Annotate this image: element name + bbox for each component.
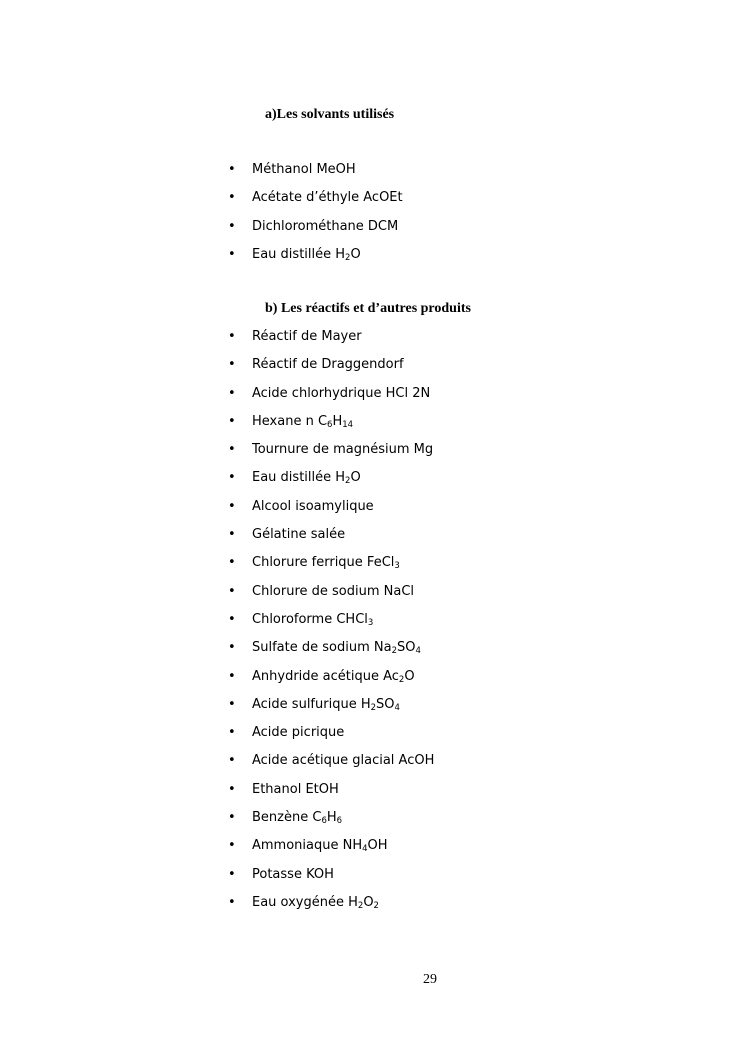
bullet-icon: • [228,640,236,656]
text-run: Acide sulfurique H [252,696,371,712]
text-run: OH [367,838,388,854]
text-run: O [404,668,415,684]
list-item-text [252,385,430,403]
subscript: 2 [345,252,351,263]
bullet-icon: • [228,810,236,826]
list-item-text [252,668,415,686]
bullet-icon: • [228,413,236,429]
bullet-icon: • [228,357,236,373]
bullet-icon: • [228,668,236,684]
subscript: 2 [357,900,364,911]
text-run: Chlorure ferrique FeCl [252,555,395,571]
bullet-icon: • [228,555,236,571]
subscript: 4 [362,844,368,855]
text-run: Dichlorométhane DCM [252,218,399,234]
text-run: Sulfate de sodium Na [252,640,392,656]
list-item-text [252,246,361,264]
bullet-icon: • [228,894,236,910]
list-item-text [252,809,342,827]
text-run: Hexane n C [252,413,328,429]
text-run: O [350,470,361,486]
list-item-text [252,498,374,516]
bullet-icon: • [228,442,236,458]
list-item-text [252,356,404,374]
subscript: 2 [345,476,351,487]
list-item-text [252,866,334,884]
text-run: Chlorure de sodium NaCl [252,583,415,599]
text-run: SO [376,696,395,712]
text-run: Tournure de magnésium Mg [252,442,434,458]
text-run: Gélatine salée [252,527,346,543]
subscript: 6 [321,816,327,827]
bullet-icon: • [228,190,236,206]
list-item-text [252,441,433,459]
subscript: 4 [394,702,400,713]
section-a-title: a)Les solvants utilisés [265,107,395,122]
subscript: 14 [342,419,354,430]
list-item-text [252,611,373,629]
list-item-text [252,161,356,179]
bullet-icon: • [228,246,236,262]
subscript: 3 [367,617,374,628]
bullet-icon: • [228,527,236,543]
text-run: Alcool isoamylique [252,498,374,514]
text-run: O [363,894,374,910]
bullet-icon: • [228,838,236,854]
text-run: Potasse KOH [252,866,334,882]
bullet-icon: • [228,866,236,882]
text-run: Ammoniaque NH [252,838,363,854]
text-run: Eau oxygénée H [252,894,358,910]
text-run: Réactif de Draggendorf [252,357,404,373]
text-run: Eau distillée H [252,246,346,262]
list-item-text [252,413,353,431]
section-b-title: b) Les réactifs et d’autres produits [265,301,471,316]
text-run: H [332,413,343,429]
text-run: Eau distillée H [252,470,346,486]
list-item-text [252,837,388,855]
subscript: 6 [336,816,343,827]
list-item-text [252,752,434,770]
bullet-icon: • [228,583,236,599]
bullet-icon: • [228,753,236,769]
list-item-text [252,583,414,601]
subscript: 2 [370,702,377,713]
bullet-icon: • [228,470,236,486]
list-item-text [252,189,403,207]
bullet-icon: • [228,162,236,177]
subscript: 3 [394,561,400,572]
text-run: Acide acétique glacial AcOH [252,753,435,769]
text-run: Benzène C [252,810,322,826]
bullet-icon: • [228,498,236,514]
bullet-icon: • [228,696,236,712]
subscript: 6 [327,419,333,430]
text-run: Acétate d’éthyle AcOEt [252,190,403,206]
text-run: Anhydride acétique Ac [252,668,399,684]
subscript: 4 [415,646,421,657]
text-run: Réactif de Mayer [252,329,362,344]
subscript: 2 [391,646,397,657]
bullet-icon: • [228,385,236,401]
subscript: 2 [398,674,405,685]
list-item-text [252,696,400,714]
bullet-icon: • [228,611,236,627]
list-item-text [252,781,339,799]
bullet-icon: • [228,218,236,234]
text-run: Chloroforme CHCl [252,611,368,627]
text-run: SO [397,640,416,656]
list-item-text [252,469,361,487]
list-item-text [252,724,344,742]
text-run: Acide chlorhydrique HCl 2N [252,385,431,401]
text-run: Ethanol EtOH [252,781,339,797]
list-item-text [252,328,362,346]
list-item-text [252,218,398,236]
bullet-icon: • [228,781,236,797]
text-run: Acide picrique [252,725,345,741]
bullet-icon: • [228,725,236,741]
text-run: Méthanol MeOH [252,162,356,177]
page-number: 29 [423,972,437,987]
list-item-text [252,639,421,657]
bullet-icon: • [228,329,236,344]
text-run: H [326,810,337,826]
text-run: O [350,246,361,262]
list-item-text [252,526,345,544]
list-item-text [252,894,379,912]
list-item-text [252,554,400,572]
subscript: 2 [373,900,379,911]
